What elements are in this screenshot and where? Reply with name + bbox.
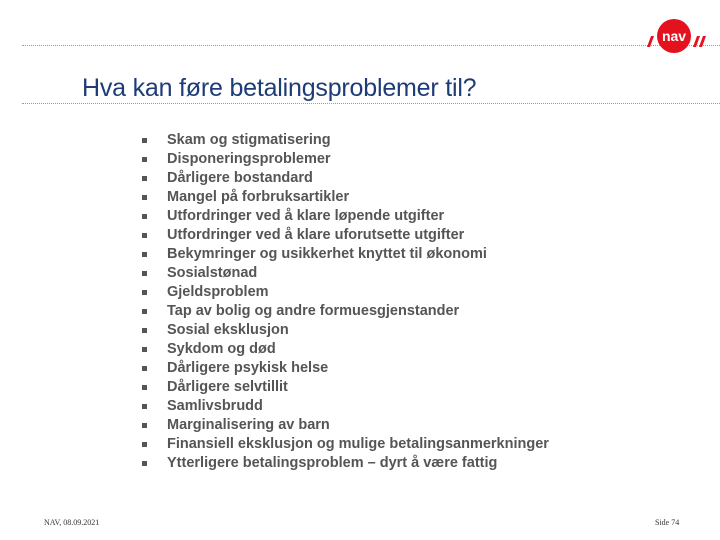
list-item-text: Utfordringer ved å klare uforutsette utgifter <box>167 227 465 243</box>
list-item <box>140 188 549 207</box>
logo-slash-left <box>647 36 654 47</box>
list-item <box>140 283 549 302</box>
bullet-icon <box>142 461 147 466</box>
bullet-icon <box>142 423 147 428</box>
footer-page-number: Side 74 <box>655 518 680 527</box>
list-item-text: Dårligere selvtillit <box>167 379 288 395</box>
list-item <box>140 359 549 378</box>
list-item <box>140 302 549 321</box>
list-item-text: Sosialstønad <box>167 265 258 281</box>
bullet-icon <box>142 442 147 447</box>
nav-logo <box>645 16 707 56</box>
list-item-text: Bekymringer og usikkerhet knyttet til økonomi <box>167 246 487 262</box>
logo-text: nav <box>661 28 687 44</box>
footer-date: NAV, 08.09.2021 <box>44 518 100 527</box>
list-item <box>140 397 549 416</box>
list-item <box>140 435 549 454</box>
list-item-text: Dårligere bostandard <box>167 170 313 186</box>
list-item-text: Disponeringsproblemer <box>167 151 331 167</box>
bullet-icon <box>142 347 147 352</box>
list-item <box>140 131 549 150</box>
logo-slash-right-1 <box>693 36 700 47</box>
list-item-text: Tap av bolig og andre formuesgjenstander <box>167 303 460 319</box>
list-item-text: Ytterligere betalingsproblem – dyrt å være fattig <box>167 455 498 471</box>
bullet-icon <box>142 214 147 219</box>
list-item <box>140 378 549 397</box>
list-item <box>140 264 549 283</box>
title-divider <box>22 103 720 104</box>
list-item-text: Sykdom og død <box>167 341 276 357</box>
bullet-icon <box>142 252 147 257</box>
page-title: Hva kan føre betalingsproblemer til? <box>82 74 477 102</box>
list-item-text: Finansiell eksklusjon og mulige betalingsanmerkninger <box>167 436 549 452</box>
bullet-icon <box>142 366 147 371</box>
list-item-text: Samlivsbrudd <box>167 398 263 414</box>
logo-slash-right-2 <box>699 36 706 47</box>
list-item-text: Mangel på forbruksartikler <box>167 189 350 205</box>
list-item <box>140 340 549 359</box>
list-item <box>140 207 549 226</box>
bullet-icon <box>142 328 147 333</box>
bullet-icon <box>142 195 147 200</box>
bullet-icon <box>142 385 147 390</box>
bullet-list <box>140 131 549 473</box>
bullet-icon <box>142 290 147 295</box>
list-item <box>140 321 549 340</box>
bullet-icon <box>142 404 147 409</box>
list-item-text: Marginalisering av barn <box>167 417 330 433</box>
bullet-icon <box>142 309 147 314</box>
list-item-text: Skam og stigmatisering <box>167 132 331 148</box>
bullet-icon <box>142 233 147 238</box>
list-item <box>140 245 549 264</box>
list-item <box>140 150 549 169</box>
list-item <box>140 454 549 473</box>
bullet-icon <box>142 138 147 143</box>
top-divider <box>22 45 720 46</box>
list-item-text: Sosial eksklusjon <box>167 322 289 338</box>
list-item <box>140 226 549 245</box>
list-item <box>140 169 549 188</box>
list-item-text: Gjeldsproblem <box>167 284 269 300</box>
bullet-icon <box>142 271 147 276</box>
bullet-icon <box>142 157 147 162</box>
list-item-text: Utfordringer ved å klare løpende utgifter <box>167 208 445 224</box>
list-item-text: Dårligere psykisk helse <box>167 360 329 376</box>
list-item <box>140 416 549 435</box>
bullet-icon <box>142 176 147 181</box>
